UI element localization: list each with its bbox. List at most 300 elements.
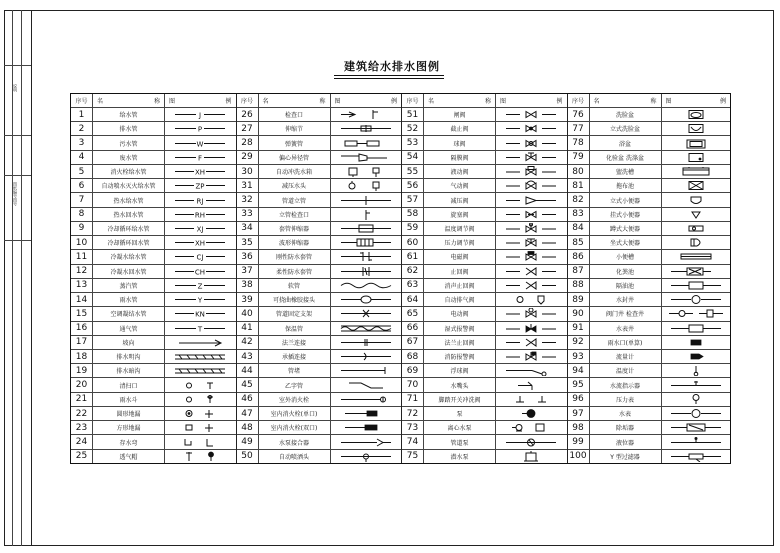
row-number: 68 [402,350,424,363]
row-symbol [662,378,731,391]
row-name: 液位器 [590,435,662,448]
legend-row [71,265,236,279]
legend-row [71,307,236,321]
legend-row [237,307,402,321]
row-symbol [331,193,402,206]
row-number: 89 [568,293,590,306]
row-name: 化验盆 洗涤盆 [590,151,662,164]
row-number: 61 [402,250,424,263]
legend-row [71,208,236,222]
row-symbol [496,136,567,149]
title-underline [334,75,444,76]
row-number: 62 [402,265,424,278]
trap-icon [171,437,229,448]
row-number: 87 [568,265,590,278]
row-name: 温度调节阀 [424,222,496,235]
row-name: 热水回水管 [93,208,165,221]
row-name: 雨水口(单算) [590,336,662,349]
row-symbol [496,151,567,164]
valve-icon [502,109,560,120]
ditch-icon [171,365,229,376]
row-symbol [331,279,402,292]
row-symbol [331,250,402,263]
legend-row [237,435,402,449]
rainport-icon [667,337,725,348]
row-name: 蹲式大便器 [590,222,662,235]
row-symbol [165,193,236,206]
row-symbol [662,364,731,377]
svg-text:J: J [199,111,202,120]
row-name: 自动排气阀 [424,293,496,306]
legend-row [568,222,731,236]
row-name: 自动喷洒头 [259,450,331,463]
row-symbol [165,350,236,363]
row-number: 37 [237,265,259,278]
header-name: 名 称 [424,94,496,107]
floordrain-icon [171,408,229,419]
legend-row [237,421,402,435]
legend-row [402,307,567,321]
row-number: 33 [237,208,259,221]
flange-icon [337,337,395,348]
row-name: 消防报警阀 [424,350,496,363]
row-name: 水表井 [590,322,662,335]
airvalve-icon [502,180,560,191]
svg-text:XH: XH [195,168,206,177]
legend-row [402,108,567,122]
svg-text:Z: Z [197,282,203,291]
pipe-icon [171,138,229,149]
row-number: 63 [402,279,424,292]
row-name: 压力表 [590,393,662,406]
row-number: 40 [237,307,259,320]
row-symbol [331,179,402,192]
row-name: 污水管 [93,136,165,149]
legend-row [71,193,236,207]
urinal2-icon [667,209,725,220]
legend-row [402,350,567,364]
eccentric-icon [337,152,395,163]
row-number: 44 [237,364,259,377]
row-number: 30 [237,165,259,178]
row-name: 热水给水管 [93,193,165,206]
row-symbol [331,293,402,306]
row-number: 94 [568,364,590,377]
row-symbol [662,279,731,292]
pipe-icon [171,195,229,206]
ditch-icon [171,351,229,362]
header-name: 名 称 [259,94,331,107]
row-symbol [331,322,402,335]
row-symbol [662,265,731,278]
row-number: 2 [71,122,93,135]
legend-row [402,122,567,136]
row-symbol [496,322,567,335]
row-number: 23 [71,421,93,434]
row-number: 92 [568,336,590,349]
flowind-icon [667,380,725,391]
socket-icon [337,351,395,362]
row-number: 48 [237,421,259,434]
row-symbol [165,450,236,463]
row-symbol [496,236,567,249]
basin-icon [667,109,725,120]
pipe-icon [171,251,229,262]
row-symbol [662,108,731,121]
row-name: 法兰连接 [259,336,331,349]
row-name: 方形地漏 [93,421,165,434]
svg-text:KN: KN [195,310,206,319]
legend-row [402,322,567,336]
row-symbol [662,165,731,178]
legend-row [71,322,236,336]
row-number: 15 [71,307,93,320]
sink-icon [667,152,725,163]
row-name: 水流指示器 [590,378,662,391]
centrifugal-icon [502,422,560,433]
row-number: 27 [237,122,259,135]
legend-row [568,393,731,407]
pipe-icon [171,294,229,305]
row-name: 立式洗脸盆 [590,122,662,135]
row-number: 6 [71,179,93,192]
legend-row [402,364,567,378]
row-symbol [331,450,402,463]
row-symbol [662,122,731,135]
legend-row [237,122,402,136]
row-name: 止回阀 [424,265,496,278]
legend-row [402,378,567,392]
header-symbol: 图 例 [500,98,563,105]
motorvalve-icon [502,308,560,319]
sqdrain-icon [171,422,229,433]
pipe-icon [171,209,229,220]
row-number: 51 [402,108,424,121]
septic-icon [667,266,725,277]
row-name: 除垢器 [590,421,662,434]
greasetrap-icon [667,280,725,291]
row-name: 清扫口 [93,378,165,391]
row-name: 水封井 [590,293,662,306]
legend-row [568,350,731,364]
row-symbol [165,222,236,235]
row-symbol [331,435,402,448]
header-number: 序号 [237,94,259,107]
legend-row [402,336,567,350]
row-name: 承插连接 [259,350,331,363]
legend-row [568,136,731,150]
row-name: 蒸汽管 [93,279,165,292]
legend-row [237,393,402,407]
row-symbol [331,222,402,235]
row-number: 80 [568,165,590,178]
row-name: 隔油池 [590,279,662,292]
inhydrant2-icon [337,422,395,433]
legend-row [71,279,236,293]
head-icon [337,180,395,191]
row-number: 50 [237,450,259,463]
row-symbol [496,108,567,121]
rubberjoint-icon [337,294,395,305]
row-name: 电磁阀 [424,250,496,263]
reducing-icon [502,195,560,206]
legend-row [71,407,236,421]
row-symbol [496,378,567,391]
row-number: 53 [402,136,424,149]
row-number: 18 [71,350,93,363]
legend-row [568,336,731,350]
row-number: 7 [71,193,93,206]
legend-row [402,435,567,449]
row-symbol [165,364,236,377]
legend-row [237,407,402,421]
legend-row [237,151,402,165]
row-symbol [165,393,236,406]
legend-row [237,165,402,179]
row-symbol [165,307,236,320]
row-number: 36 [237,250,259,263]
row-name: 球阀 [424,136,496,149]
row-number: 22 [71,407,93,420]
legend-row [237,293,402,307]
row-symbol [496,435,567,448]
legend-row [71,435,236,449]
row-number: 43 [237,350,259,363]
legend-row [237,222,402,236]
row-symbol [331,364,402,377]
legend-row [71,236,236,250]
row-name: 波形伸缩器 [259,236,331,249]
check-icon [502,266,560,277]
row-symbol [165,122,236,135]
row-symbol [331,265,402,278]
row-name: 管道立管 [259,193,331,206]
row-name: 管道固定支架 [259,307,331,320]
row-name: 套管伸缩器 [259,222,331,235]
tap-icon [502,380,560,391]
row-symbol [496,193,567,206]
legend-row [568,122,731,136]
thermo-icon [667,365,725,376]
row-symbol [496,293,567,306]
header-number: 序号 [402,94,424,107]
legend-header-row [568,94,731,108]
row-name: 减压阀 [424,193,496,206]
header-symbol: 图 例 [169,98,232,105]
legend-row [71,222,236,236]
globe-icon [502,123,560,134]
legend-block [568,94,731,463]
tempvalve-icon [502,223,560,234]
row-symbol [165,279,236,292]
title-block-divider [4,135,31,136]
title-block-label: 说明 [13,84,18,92]
row-name: 冷却循环给水管 [93,222,165,235]
row-symbol [331,208,402,221]
row-name: 隔膜阀 [424,151,496,164]
row-symbol [496,421,567,434]
row-symbol [331,108,402,121]
row-number: 79 [568,151,590,164]
row-symbol [496,393,567,406]
row-name: 闸阀 [424,108,496,121]
row-name: 乙字管 [259,378,331,391]
expansion-icon [337,123,395,134]
row-symbol [165,336,236,349]
row-name: 气动阀 [424,179,496,192]
row-name: 空调凝结水管 [93,307,165,320]
row-number: 38 [237,279,259,292]
row-name: 旋塞阀 [424,208,496,221]
legend-row [71,450,236,463]
row-number: 21 [71,393,93,406]
row-number: 74 [402,435,424,448]
row-number: 1 [71,108,93,121]
outhydrant-icon [337,394,395,405]
row-name: 柔性防水套管 [259,265,331,278]
row-name: 坡向 [93,336,165,349]
svg-text:RJ: RJ [196,197,204,206]
legend-row [237,236,402,250]
row-number: 16 [71,322,93,335]
row-name: 室外消火栓 [259,393,331,406]
row-symbol [496,165,567,178]
row-number: 78 [568,136,590,149]
row-symbol [331,350,402,363]
row-number: 14 [71,293,93,306]
row-name: 立管检查口 [259,208,331,221]
row-number: 81 [568,179,590,192]
legend-row [402,151,567,165]
row-name: 室内消火栓(双口) [259,421,331,434]
legend-row [71,393,236,407]
legend-block [402,94,568,463]
row-number: 86 [568,250,590,263]
cleanout-icon [171,380,229,391]
legend-row [568,279,731,293]
row-name: 坐式大便器 [590,236,662,249]
pipe-icon [171,266,229,277]
legend-row [402,179,567,193]
row-name: 通气管 [93,322,165,335]
row-number: 99 [568,435,590,448]
valvewell-icon [667,308,725,319]
yfilter-icon [667,451,725,462]
row-symbol [165,208,236,221]
squat-icon [667,223,725,234]
pipe-icon [171,123,229,134]
hydvalve-icon [502,166,560,177]
legend-row [237,108,402,122]
row-name: 法兰止回阀 [424,336,496,349]
legend-row [237,378,402,392]
row-symbol [331,378,402,391]
row-number: 13 [71,279,93,292]
row-name: 压力调节阀 [424,236,496,249]
trough-icon [667,166,725,177]
urinal-icon [667,195,725,206]
row-name: 室内消火栓(单口) [259,407,331,420]
row-name: 透气帽 [93,450,165,463]
row-number: 93 [568,350,590,363]
row-number: 41 [237,322,259,335]
row-symbol [662,421,731,434]
row-name: 保温管 [259,322,331,335]
legend-row [568,179,731,193]
row-symbol [496,208,567,221]
row-number: 83 [568,208,590,221]
row-number: 52 [402,122,424,135]
pipe-icon [171,109,229,120]
row-name: 截止阀 [424,122,496,135]
legend-row [568,165,731,179]
row-number: 54 [402,151,424,164]
row-name: 离心水泵 [424,421,496,434]
row-number: 66 [402,322,424,335]
svg-text:CH: CH [195,268,206,277]
sleeve-icon [337,223,395,234]
sprinkler-icon [337,451,395,462]
row-number: 59 [402,222,424,235]
row-symbol [165,108,236,121]
legend-row [402,450,567,463]
check-icon [502,337,560,348]
legend-row [402,165,567,179]
row-symbol [165,165,236,178]
legend-row [568,322,731,336]
ventcap-icon [171,451,229,462]
row-number: 60 [402,236,424,249]
row-number: 28 [237,136,259,149]
raindrain-icon [171,394,229,405]
legend-block [71,94,237,463]
row-number: 47 [237,407,259,420]
legend-row [237,450,402,463]
row-symbol [662,350,731,363]
row-name: 化粪池 [590,265,662,278]
row-number: 91 [568,322,590,335]
sealwell-icon [667,294,725,305]
row-symbol [662,336,731,349]
row-name: 流量计 [590,350,662,363]
drawing-title: 建筑给水排水图例 [344,60,440,73]
row-name: Y 型过滤器 [590,450,662,463]
row-number: 34 [237,222,259,235]
row-name: 阀门井 检查井 [590,307,662,320]
row-number: 45 [237,378,259,391]
row-symbol [496,122,567,135]
row-number: 96 [568,393,590,406]
legend-row [568,364,731,378]
row-number: 90 [568,307,590,320]
hose-icon [337,280,395,291]
inhydrant1-icon [337,408,395,419]
row-symbol [331,165,402,178]
wetalarm-icon [502,323,560,334]
title-underline [334,78,444,79]
basin2-icon [667,123,725,134]
svg-text:XJ: XJ [196,225,204,234]
pipe-icon [171,223,229,234]
urinaltrough-icon [667,251,725,262]
bathtub-icon [667,138,725,149]
row-name: 水表 [590,407,662,420]
legend-row [402,208,567,222]
row-number: 82 [568,193,590,206]
row-symbol [662,407,731,420]
legend-row [568,378,731,392]
row-name: 电动阀 [424,307,496,320]
